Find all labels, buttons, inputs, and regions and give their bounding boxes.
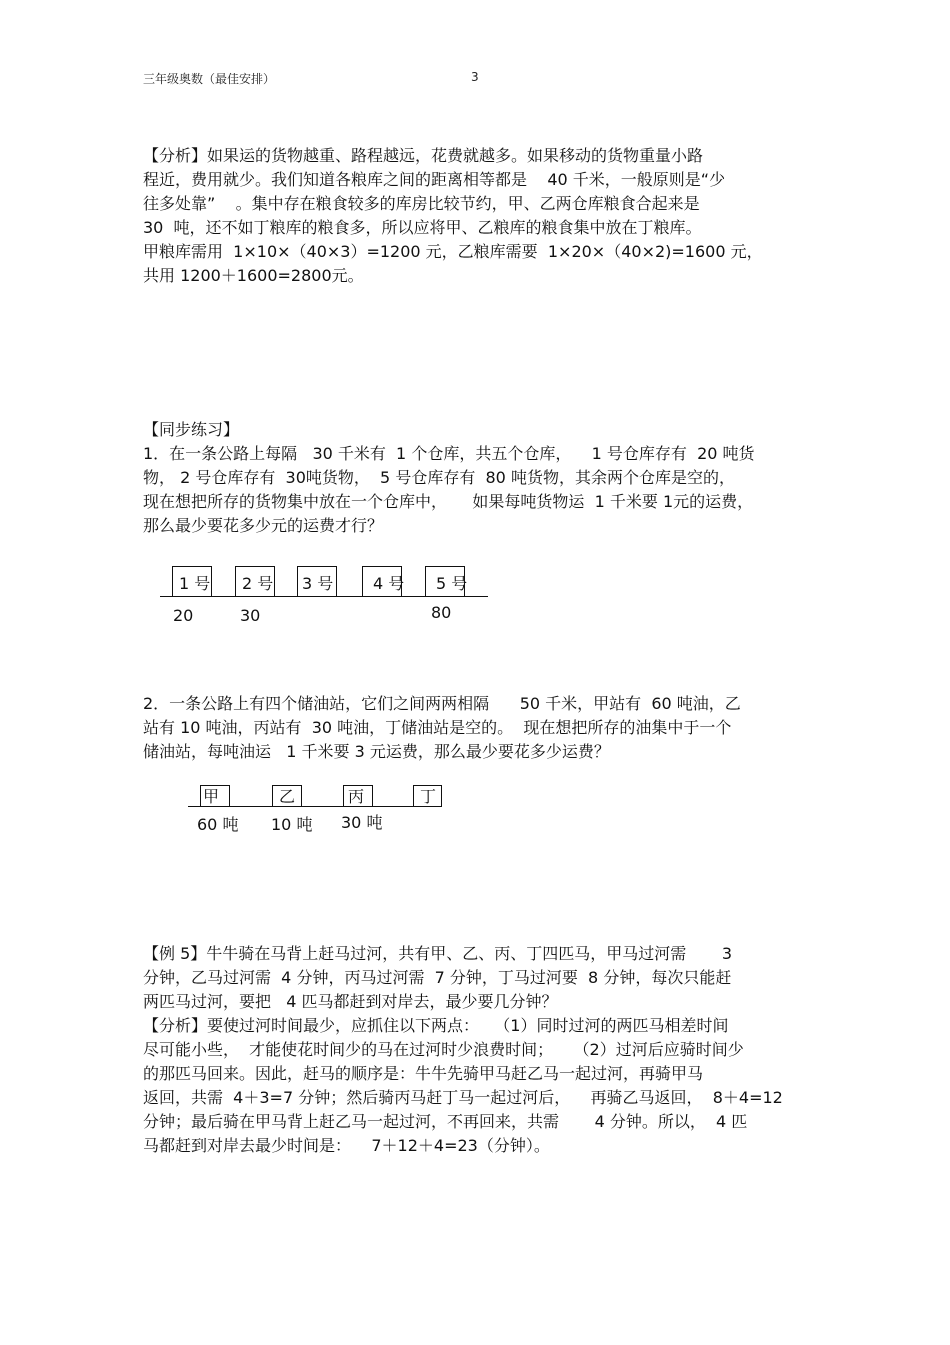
question-line: 两匹马过河，要把 4 匹马都赶到对岸去，最少要几分钟？: [143, 992, 558, 1011]
station-box: 甲: [200, 785, 230, 806]
question-line: 储油站，每吨油运 1 千米要 3 元运费，那么最少要花多少运费？: [143, 742, 610, 761]
station-amount: 10 吨: [271, 815, 313, 834]
analysis-line: 【分析】要使过河时间最少，应抓住以下两点： （1）同时过河的两匹马相差时间: [143, 1016, 729, 1035]
warehouse-box: 1 号: [172, 566, 212, 596]
analysis-line: 返回，共需 4＋3=7 分钟；然后骑丙马赶丁马一起过河后， 再骑乙马返回， 8＋4=12: [143, 1088, 783, 1107]
question-line: 分钟，乙马过河需 4 分钟，丙马过河需 7 分钟，丁马过河要 8 分钟，每次只能赶: [143, 968, 732, 987]
station-box: 丁: [413, 785, 442, 806]
question-line: 2．一条公路上有四个储油站，它们之间两两相隔 50 千米，甲站有 60 吨油，乙: [143, 694, 741, 713]
warehouse-amount: 80: [431, 603, 452, 622]
question-line: 那么最少要花多少元的运费才行？: [143, 516, 384, 535]
analysis-line: 的那匹马回来。因此，赶马的顺序是：牛牛先骑甲马赶乙马一起过河，再骑甲马: [143, 1064, 704, 1083]
analysis-line: 共用 1200＋1600=2800元。: [143, 266, 364, 285]
warehouse-box: 4 号: [362, 566, 402, 596]
warehouse-box: 2 号: [235, 566, 275, 596]
analysis-line: 往多处靠” 。集中存在粮食较多的库房比较节约，甲、乙两仓库粮食合起来是: [143, 194, 700, 213]
warehouse-box: 3 号: [297, 566, 337, 596]
question-2: [143, 692, 813, 764]
analysis-line: 马都赶到对岸去最少时间是： 7＋12＋4=23（分钟）。: [143, 1136, 550, 1155]
road-line: [188, 806, 442, 807]
question-line: 【例 5】牛牛骑在马背上赶马过河，共有甲、乙、丙、丁四匹马，甲马过河需 3: [143, 944, 733, 963]
question-line: 物， 2 号仓库存有 30吨货物， 5 号仓库存有 80 吨货物，其余两个仓库是空的，: [143, 468, 735, 487]
station-box: 丙: [343, 785, 373, 806]
station-box: 乙: [272, 785, 302, 806]
analysis-line: 程近，费用就少。我们知道各粮库之间的距离相等都是 40 千米，一般原则是“少: [143, 170, 726, 189]
question-line: 站有 10 吨油，丙站有 30 吨油，丁储油站是空的。 现在想把所存的油集中于一个: [143, 718, 732, 737]
warehouse-amount: 30: [240, 606, 261, 625]
station-amount: 30 吨: [341, 813, 383, 832]
analysis-line: 【分析】如果运的货物越重、路程越远，花费就越多。如果移动的货物重量小路: [143, 146, 704, 165]
page-number: 3: [471, 70, 479, 84]
question-line: 1．在一条公路上每隔 30 千米有 1 个仓库，共五个仓库， 1 号仓库存有 20 吨货: [143, 444, 755, 463]
analysis-line: 分钟；最后骑在甲马背上赶乙马一起过河，不再回来，共需 4 分钟。所以， 4 匹: [143, 1112, 748, 1131]
example-5: [143, 942, 813, 1158]
practice-section: [143, 418, 813, 538]
road-line: [160, 596, 488, 597]
warehouse-amount: 20: [173, 606, 194, 625]
analysis-line: 30 吨，还不如丁粮库的粮食多，所以应将甲、乙粮库的粮食集中放在丁粮库。: [143, 218, 702, 237]
analysis-block-1: [143, 144, 813, 288]
practice-heading: 【同步练习】: [143, 420, 240, 439]
warehouse-box: 5 号: [425, 566, 465, 596]
analysis-line: 甲粮库需用 1×10×（40×3）=1200 元，乙粮库需要 1×20×（40×2)=1600 元，: [143, 242, 763, 261]
analysis-line: 尽可能小些， 才能使花时间少的马在过河时少浪费时间； （2）过河后应骑时间少: [143, 1040, 744, 1059]
question-line: 现在想把所存的货物集中放在一个仓库中， 如果每吨货物运 1 千米要 1元的运费，: [143, 492, 754, 511]
header-title: 三年级奥数（最佳安排）: [143, 72, 276, 86]
station-amount: 60 吨: [197, 815, 239, 834]
